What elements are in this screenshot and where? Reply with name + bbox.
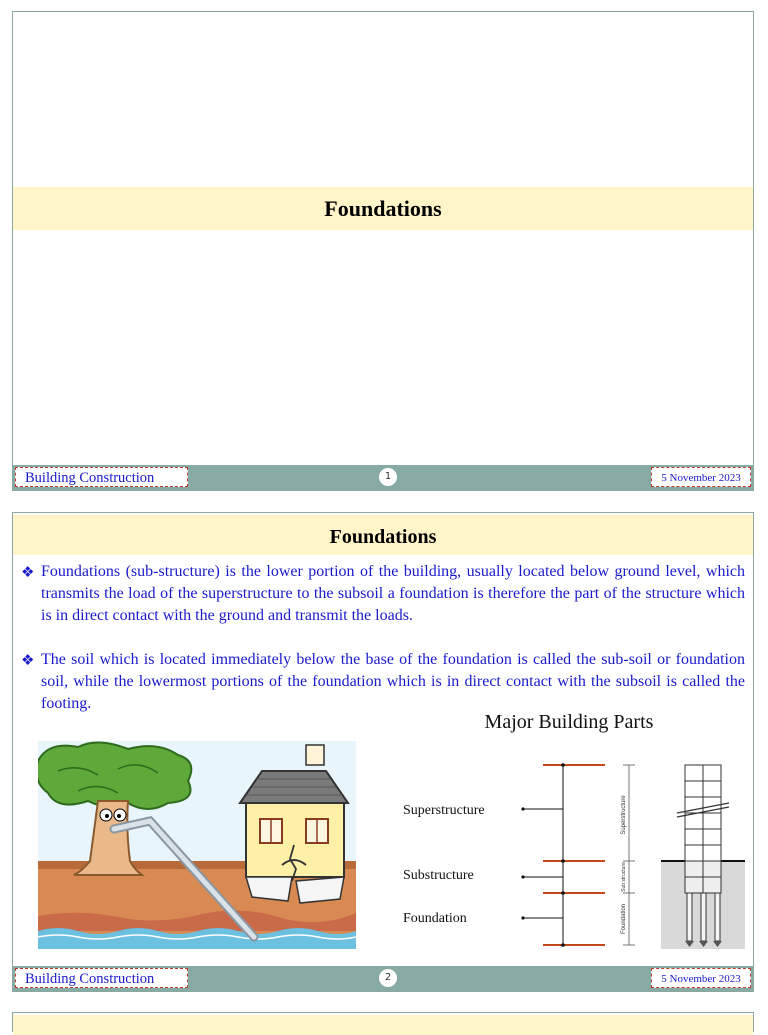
tree-house-illustration bbox=[38, 741, 356, 949]
slide-3 bbox=[12, 1012, 754, 1032]
footer-course-title: Building Construction bbox=[15, 467, 188, 487]
slide-title: Foundations bbox=[13, 515, 753, 555]
diamond-bullet-icon: ❖ bbox=[21, 651, 35, 669]
footer-course-title: Building Construction bbox=[15, 968, 188, 988]
bullet-text: The soil which is located immediately below the base of the foundation is called the sub-soil or foundation soil, while the lowermost portions of the foundation which is in direct contact with the subsoil is called the footing. bbox=[41, 651, 745, 712]
slide-2 bbox=[12, 512, 754, 992]
footer-date: 5 November 2023 bbox=[651, 968, 751, 988]
slide-footer bbox=[13, 465, 753, 490]
diagram-title: Major Building Parts bbox=[484, 711, 654, 733]
slide-number: 1 bbox=[379, 468, 397, 486]
slide-1 bbox=[12, 11, 754, 491]
label-superstructure: Superstructure bbox=[403, 803, 485, 818]
label-foundation: Foundation bbox=[403, 911, 467, 926]
slide-title-band bbox=[13, 1015, 753, 1035]
bullet-item bbox=[19, 561, 745, 627]
bullet-text: Foundations (sub-structure) is the lower portion of the building, usually located below ground level, which transmits the load of the superstructure to the subsoil a foundation is therefore the part of the structure which is in direct contact with the ground and transmit the loads. bbox=[41, 563, 745, 624]
major-building-parts-diagram bbox=[399, 711, 745, 953]
label-substructure: Substructure bbox=[403, 868, 474, 883]
vertical-label-foundation: Foundation bbox=[621, 903, 627, 935]
vertical-label-superstructure: Superstructure bbox=[621, 795, 627, 835]
bullet-item bbox=[19, 649, 745, 715]
slide-footer bbox=[13, 966, 753, 991]
diamond-bullet-icon: ❖ bbox=[21, 563, 35, 581]
vertical-label-substructure: Sub structure bbox=[621, 862, 627, 892]
footer-date: 5 November 2023 bbox=[651, 467, 751, 487]
slide-title: Foundations bbox=[13, 187, 753, 230]
slide-number: 2 bbox=[379, 969, 397, 987]
